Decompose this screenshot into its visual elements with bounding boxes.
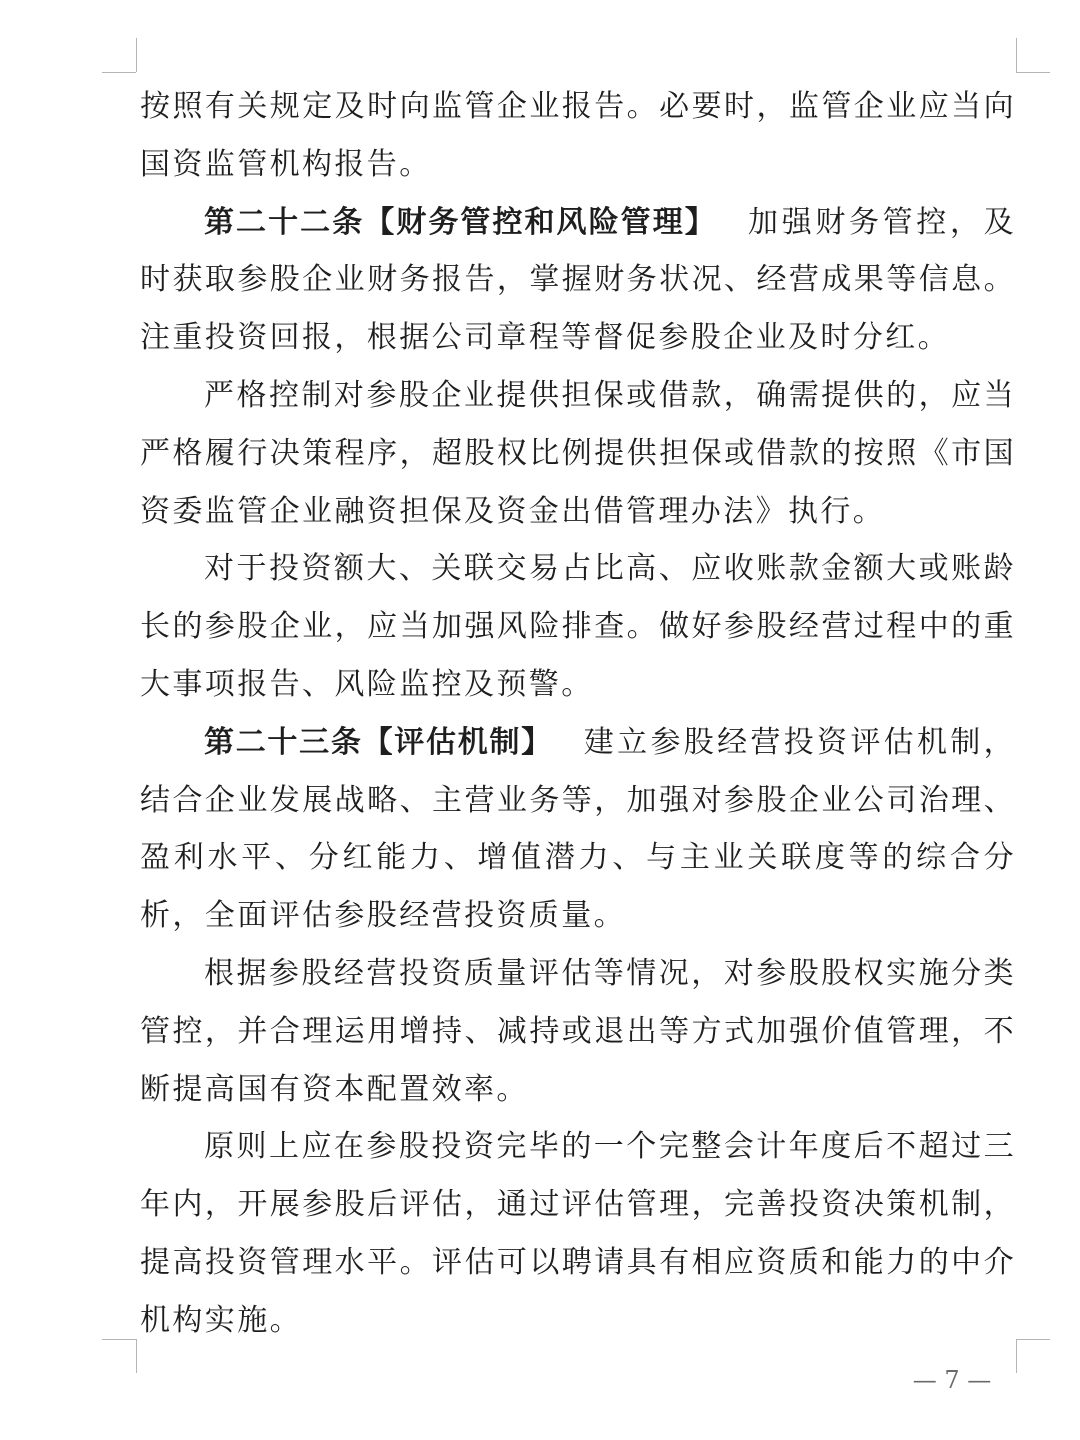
article-paragraph [140,194,1016,367]
crop-mark-bottom-left-h [102,1339,136,1340]
page-number: — 7 — [912,1366,992,1394]
paragraph: 对于投资额大、关联交易占比高、应收账款金额大或账龄长的参股企业，应当加强风险排查。做好参股经营过程中的重大事项报告、风险监控及预警。 [140,551,1016,702]
crop-mark-bottom-right-h [1016,1339,1050,1340]
document-body [140,78,1016,1350]
article-text: 建立参股经营投资评估机制，结合企业发展战略、主营业务等，加强对参股企业公司治理、盈利水平、分红能力、增值潜力、与主业关联度等的综合分析，全面评估参股经营投资质量。 [140,724,1016,934]
article-paragraph [140,714,1016,945]
crop-mark-top-right-h [1016,72,1050,73]
crop-mark-top-right-v [1016,38,1017,72]
paragraph: 根据参股经营投资质量评估等情况，对参股股权实施分类管控，并合理运用增持、减持或退出等方式加强价值管理，不断提高国有资本配置效率。 [140,955,1016,1107]
article-heading: 第二十二条【财务管控和风险管理】 [204,204,717,240]
crop-mark-bottom-left-v [136,1339,137,1373]
article-text: 加强财务管控，及时获取参股企业财务报告，掌握财务状况、经营成果等信息。注重投资回报，根据公司章程等督促参股企业及时分红。 [140,204,1016,356]
article-heading: 第二十三条【评估机制】 [204,724,553,760]
crop-mark-top-left-h [102,72,136,73]
paragraph: 严格控制对参股企业提供担保或借款，确需提供的，应当严格履行决策程序，超股权比例提供担保或借款的按照《市国资委监管企业融资担保及资金出借管理办法》执行。 [140,377,1016,529]
crop-mark-top-left-v [136,38,137,72]
crop-mark-bottom-right-v [1016,1339,1017,1373]
paragraph: 原则上应在参股投资完毕的一个完整会计年度后不超过三年内，开展参股后评估，通过评估管理，完善投资决策机制，提高投资管理水平。评估可以聘请具有相应资质和能力的中介机构实施。 [140,1129,1016,1338]
paragraph: 按照有关规定及时向监管企业报告。必要时，监管企业应当向国资监管机构报告。 [140,89,1016,182]
